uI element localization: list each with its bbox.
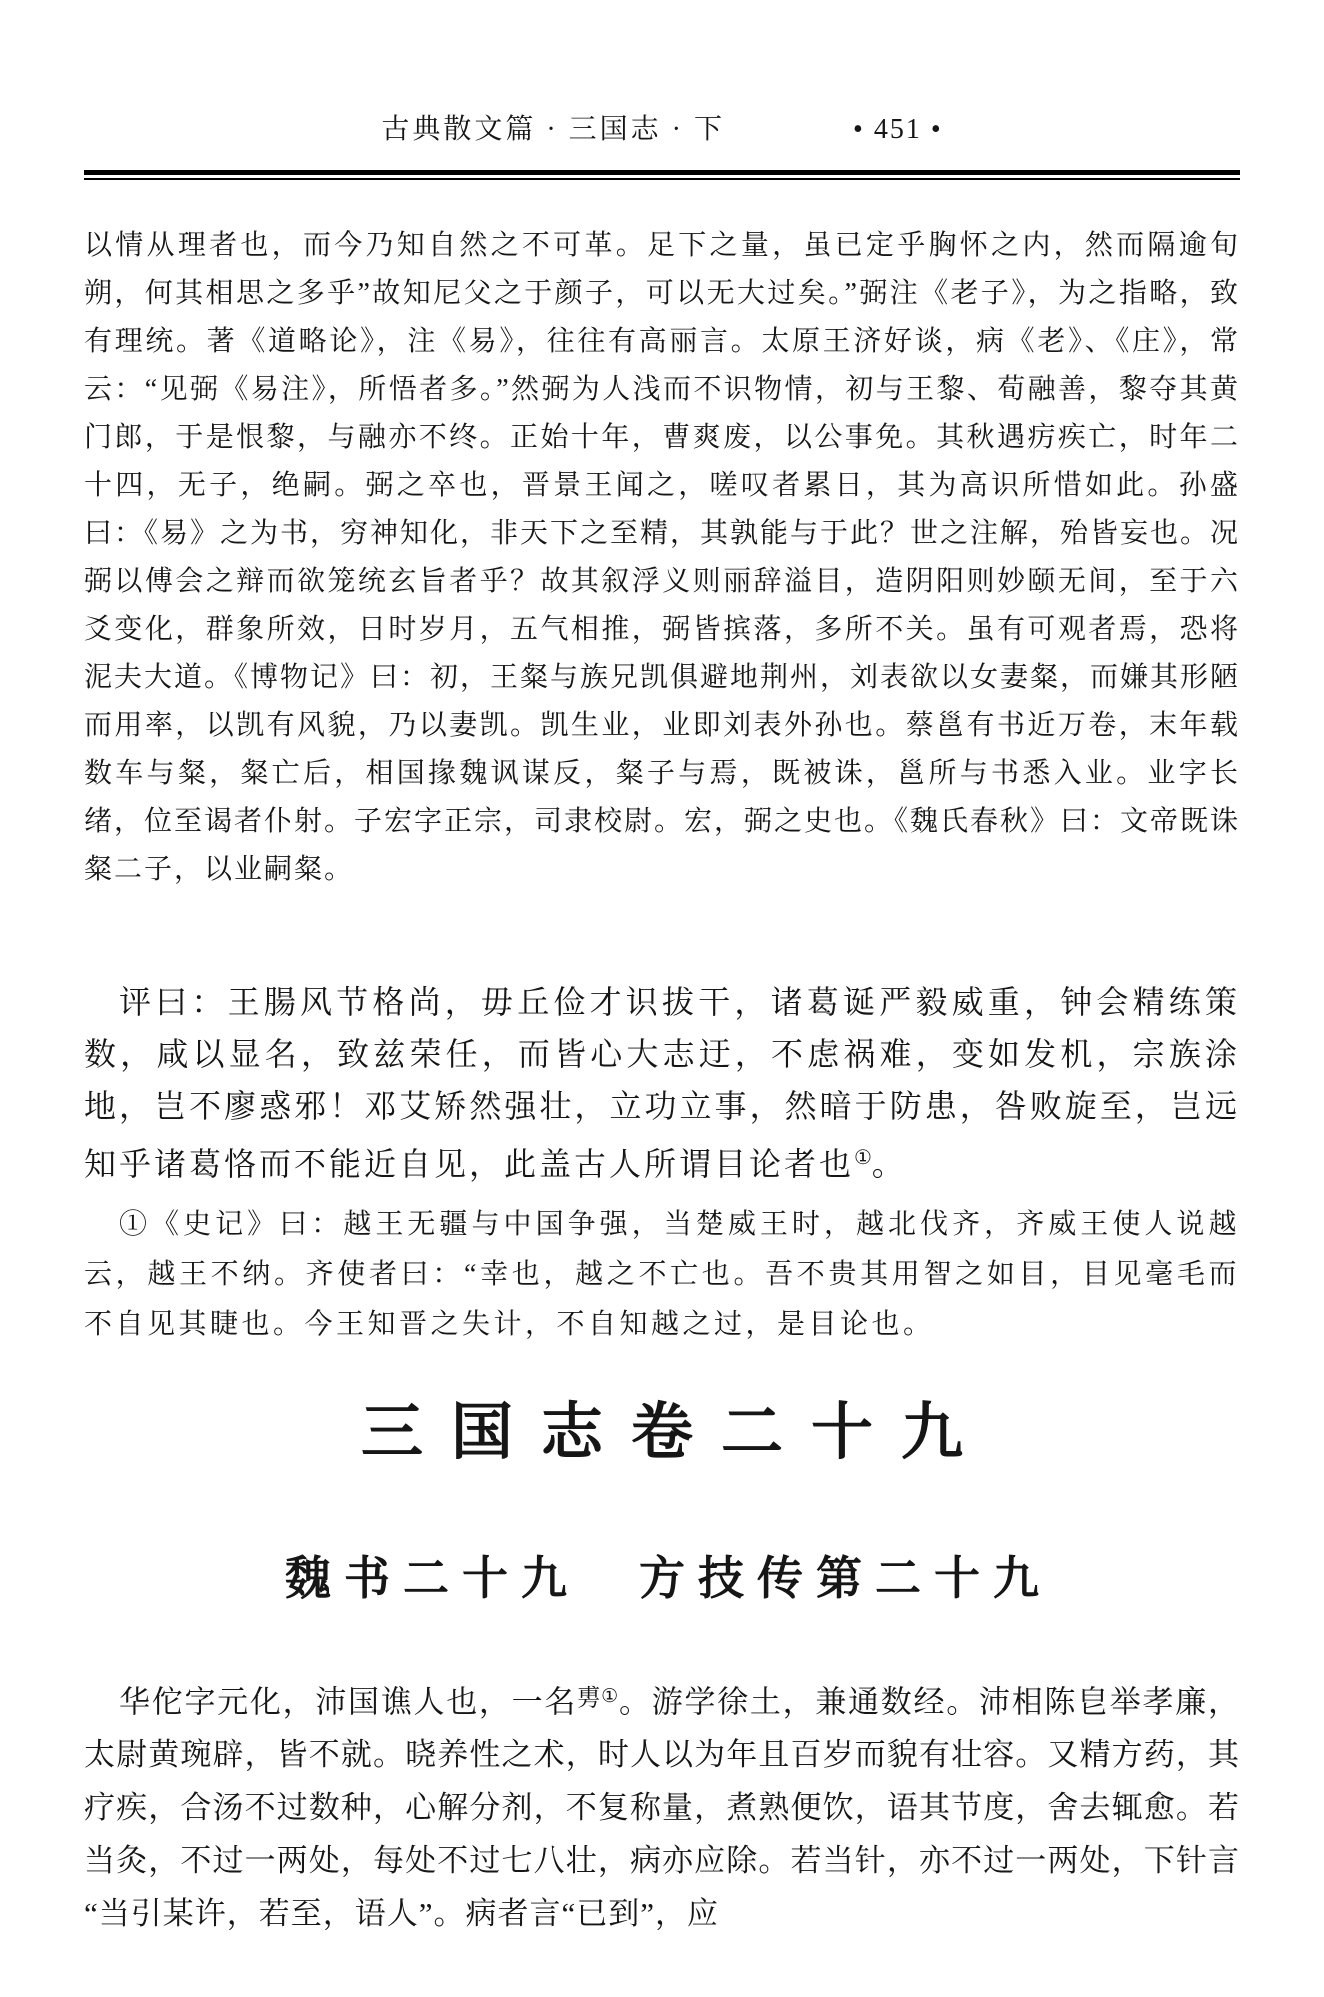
page-body xyxy=(84,222,1240,1940)
biography-text-body: 。游学徐土，兼通数经。沛相陈皀举孝廉，太尉黄琬辟，皆不就。晓养性之术，时人以为年且百岁而貌有壮容。又精方药，其疗疾，合汤不过数种，心解分剂，不复称量，煮熟便饮，语其节度，舍去辄愈。若当灸，不过一两处，每处不过七八壮，病亦应除。若当针，亦不过一两处，下针言“当引某许，若至，语人”。病者言“已到”，应 xyxy=(84,1684,1240,1932)
footnote-paragraph xyxy=(84,1200,1240,1350)
footnote-text: 《史记》曰：越王无疆与中国争强，当楚威王时，越北伐齐，齐威王使人说越云，越王不纳。齐使者曰：“幸也，越之不亡也。吾不贵其用智之如目，目见毫毛而不自见其睫也。今王知晋之失计，不自知越之过，是目论也。 xyxy=(84,1208,1240,1340)
page-number: • 451 • xyxy=(853,114,943,145)
header-rule-thin xyxy=(84,178,1240,180)
footnote-ref-marker: ① xyxy=(854,1147,872,1169)
variant-name: 旉 xyxy=(577,1685,602,1712)
biography-paragraph xyxy=(84,1670,1240,1941)
annotation-paragraph: 以情从理者也，而今乃知自然之不可革。足下之量，虽已定乎胸怀之内，然而隔逾旬朔，何其相思之多乎”故知尼父之于颜子，可以无大过矣。”弼注《老子》，为之指略，致有理统。著《道略论》，注《易》，往往有高丽言。太原王济好谈，病《老》、《庄》，常云：“见弼《易注》，所悟者多。”然弼为人浅而不识物情，初与王黎、荀融善，黎夺其黄门郎，于是恨黎，与融亦不终。正始十年，曹爽废，以公事免。其秋遇疠疾亡，时年二十四，无子，绝嗣。弼之卒也，晋景王闻之，嗟叹者累日，其为高识所惜如此。孙盛曰：《易》之为书，穷神知化，非天下之至精，其孰能与于此？世之注解，殆皆妄也。况弼以傅会之辩而欲笼统玄旨者乎？故其叙浮义则丽辞溢目，造阴阳则妙颐无间，至于六爻变化，群象所效，日时岁月，五气相推，弼皆摈落，多所不关。虽有可观者焉，恐将泥夫大道。《博物记》曰：初，王粲与族兄凯俱避地荆州，刘表欲以女妻粲，而嫌其形陋而用率，以凯有风貌，乃以妻凯。凯生业，业即刘表外孙也。蔡邕有书近万卷，末年载数车与粲，粲亡后，相国掾魏讽谋反，粲子与焉，既被诛，邕所与书悉入业。业字长绪，位至谒者仆射。子宏字正宗，司隶校尉。宏，弼之史也。《魏氏春秋》曰：文帝既诛粲二子，以业嗣粲。 xyxy=(84,230,1241,885)
header-rule-thick xyxy=(84,170,1240,175)
biography-text-lead: 华佗字元化，沛国谯人也，一名 xyxy=(119,1684,578,1720)
running-title: 古典散文篇 · 三国志 · 下 xyxy=(381,114,726,145)
volume-title: 三国志卷二十九 xyxy=(360,1397,991,1467)
review-paragraph xyxy=(84,976,1240,1190)
page-header xyxy=(84,112,1240,148)
chapter-title: 魏书二十九 方技传第二十九 xyxy=(285,1551,1052,1604)
footnote-marker: ① xyxy=(119,1208,152,1240)
footnote-ref-marker: ① xyxy=(601,1685,620,1707)
review-text-tail: 。 xyxy=(871,1145,907,1182)
header-rule xyxy=(84,170,1240,180)
review-text: 评曰：王腸风节格尚，毋丘俭才识拔干，诸葛诞严毅威重，钟会精练策数，咸以显名，致兹荣任，而皆心大志迂，不虑祸难，变如发机，宗族涂地，岂不廖惑邪！邓艾矫然强壮，立功立事，然暗于防患，咎败旋至，岂远知乎诸葛恪而不能近自见，此盖古人所谓目论者也 xyxy=(84,984,1240,1182)
